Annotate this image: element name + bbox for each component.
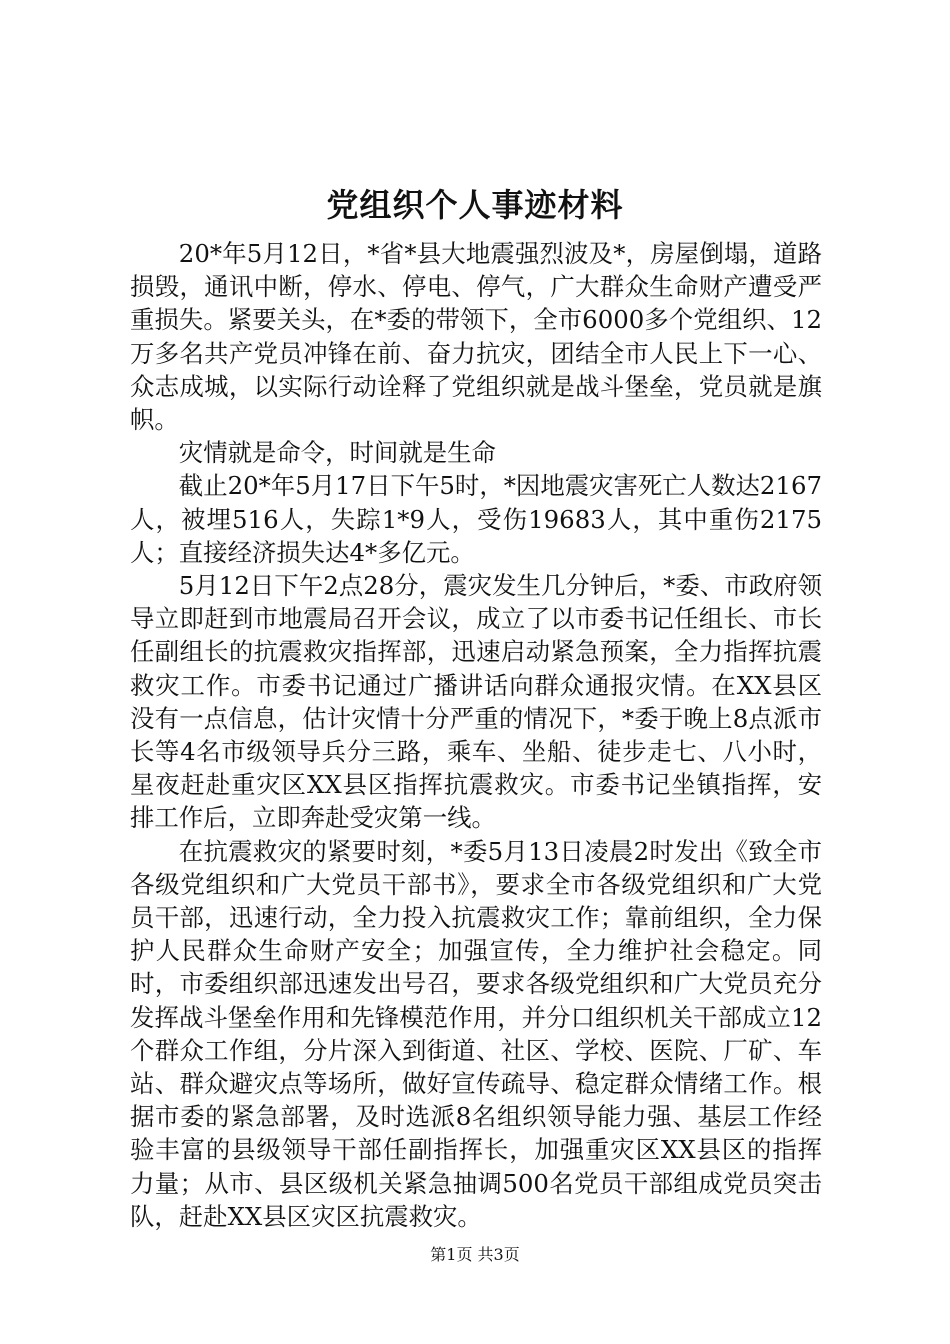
page-number-footer: 第1页 共3页 [430,1245,520,1264]
paragraph-casualties: 截止20*年5月17日下午5时，*因地震灾害死亡人数达2167人，被埋516人，失踪1*9人，受伤19683人，其中重伤2175人；直接经济损失达4*多亿元。 [130,471,822,567]
document-title: 党组织个人事迹材料 [326,186,624,224]
paragraph-mobilization: 在抗震救灾的紧要时刻，*委5月13日凌晨2时发出《致全市各级党组织和广大党员干部书》，要求全市各级党组织和广大党员干部，迅速行动，全力投入抗震救灾工作；靠前组织，全力保护人民群众生命财产安全；加强宣传，全力维护社会稳定。同时，市委组织部迅速发出号召，要求各级党组织和广大党员充分发挥战斗堡垒作用和先锋模范作用，并分口组织机关干部成立12个群众工作组，分片深入到街道、社区、学校、医院、厂矿、车站、群众避灾点等场所，做好宣传疏导、稳定群众情绪工作。根据市委的紧急部署，及时选派8名组织领导能力强、基层工作经验丰富的县级领导干部任副指挥长，加强重灾区XX县区的指挥力量；从市、县区级机关紧急抽调500名党员干部组成党员突击队，赶赴XX县区灾区抗震救灾。 [130,836,822,1231]
paragraph-subheading: 灾情就是命令，时间就是生命 [178,438,496,468]
paragraph-response: 5月12日下午2点28分，震灾发生几分钟后，*委、市政府领导立即赶到市地震局召开会议，成立了以市委书记任组长、市长任副组长的抗震救灾指挥部，迅速启动紧急预案，全力指挥抗震救灾工作。市委书记通过广播讲话向群众通报灾情。在XX县区没有一点信息，估计灾情十分严重的情况下，*委于晚上8点派市长等4名市级领导兵分三路，乘车、坐船、徒步走七、八小时，星夜赶赴重灾区XX县区指挥抗震救灾。市委书记坐镇指挥，安排工作后，立即奔赴受灾第一线。 [130,571,822,833]
document-body [130,237,822,1233]
paragraph-intro: 20*年5月12日，*省*县大地震强烈波及*，房屋倒塌，道路损毁，通讯中断，停水、停电、停气，广大群众生命财产遭受严重损失。紧要关头，在*委的带领下，全市6000多个党组织、12万多名共产党员冲锋在前、奋力抗灾，团结全市人民上下一心、众志成城，以实际行动诠释了党组织就是战斗堡垒，党员就是旗帜。 [130,239,822,435]
